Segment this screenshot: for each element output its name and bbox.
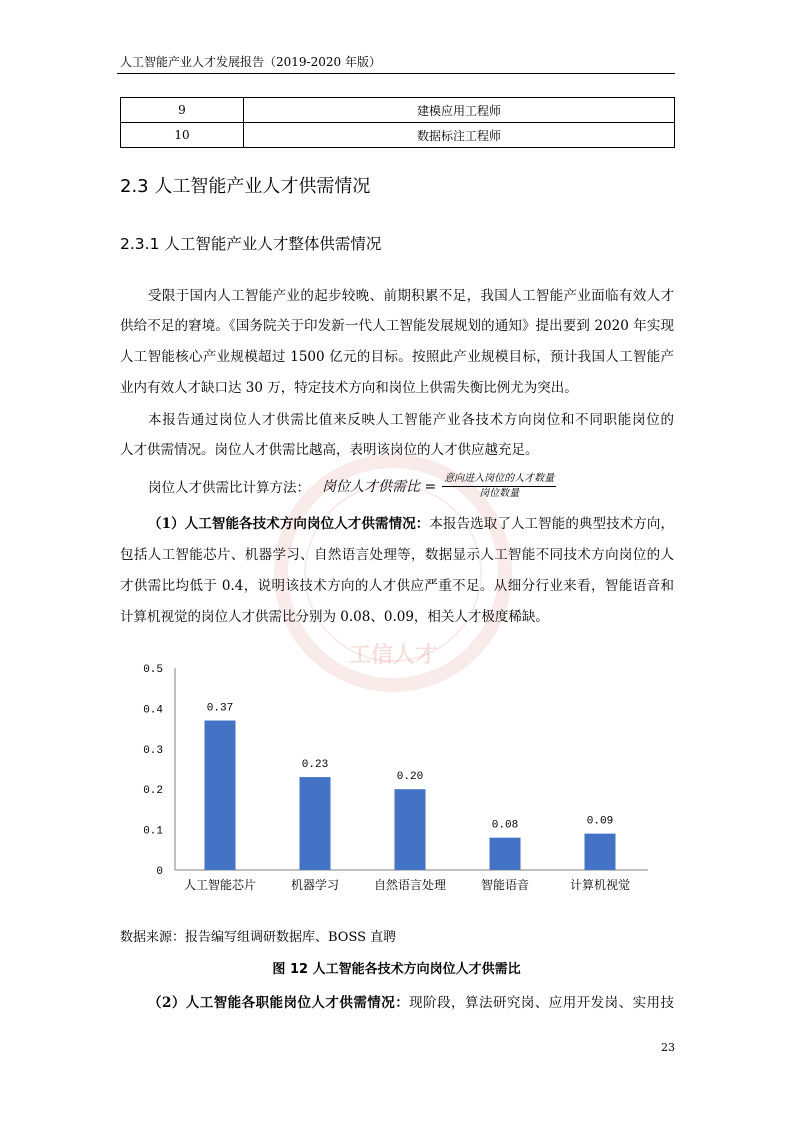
formula-numerator: 意向进入岗位的人才数量 (442, 473, 556, 487)
paragraph-2 (120, 405, 674, 466)
x-category-label: 机器学习 (290, 878, 340, 892)
table-row (121, 123, 675, 148)
table-cell-number: 9 (121, 98, 244, 123)
y-tick-label: 0 (156, 866, 163, 878)
y-tick-label: 0.1 (143, 825, 163, 838)
subsection-heading: 2.3.1 人工智能产业人才整体供需情况 (120, 235, 382, 253)
paragraph-3 (120, 509, 674, 633)
x-category-label: 自然语言处理 (373, 878, 447, 892)
paragraph-line (120, 988, 674, 1019)
paragraph-text: 现阶段，算法研究岗、应用开发岗、实用技 (409, 995, 674, 1011)
bar-data-label: 0.20 (396, 771, 424, 784)
y-tick-label: 0.3 (143, 744, 163, 757)
paragraph-line: 才供需比均低于 0.4，说明该技术方向的人才供应严重不足。从细分行业来看，智能语音和 (120, 577, 674, 594)
paragraph-line (120, 509, 674, 540)
bar-data-label: 0.08 (491, 819, 519, 832)
paragraph-line: 本报告通过岗位人才供需比值来反映人工智能产业各技术方向岗位和不同职能岗位的 (148, 411, 674, 428)
y-tick-label: 0.4 (143, 704, 163, 717)
bar-3 (490, 838, 521, 870)
formula-lhs: 岗位人才供需比 = (322, 479, 437, 495)
supply-demand-bar-chart (130, 655, 660, 900)
paragraph-line: 业内有效人才缺口达 30 万，特定技术方向和岗位上供需失衡比例尤为突出。 (120, 379, 578, 396)
table-cell-job-name: 建模应用工程师 (244, 98, 675, 123)
paragraph-lead: （2）人工智能各职能岗位人才供需情况： (148, 995, 410, 1011)
formula-fraction (442, 473, 556, 500)
formula-label: 岗位人才供需比计算方法： (148, 480, 310, 496)
table-row (121, 98, 675, 123)
section-heading: 2.3 人工智能产业人才供需情况 (120, 176, 371, 197)
figure-caption: 图 12 人工智能各技术方向岗位人才供需比 (272, 962, 521, 977)
bar-2 (395, 789, 426, 870)
y-tick-label: 0.2 (143, 785, 163, 798)
paragraph-line: 计算机视觉的岗位人才供需比分别为 0.08、0.09，相关人才极度稀缺。 (120, 608, 549, 625)
bar-data-label: 0.37 (206, 702, 234, 715)
bar-4 (585, 834, 616, 870)
paragraph-line: 供给不足的窘境。《国务院关于印发新一代人工智能发展规划的通知》提出要到 2020 年实现 (120, 318, 674, 335)
paragraph-line: 包括人工智能芯片、机器学习、自然语言处理等，数据显示人工智能不同技术方向岗位的人 (120, 546, 674, 563)
paragraph-4 (120, 988, 674, 1019)
bar-data-label: 0.09 (586, 815, 614, 828)
watermark-text: 工信人才 (348, 642, 438, 668)
x-category-label: 智能语音 (480, 878, 530, 892)
paragraph-line: 受限于国内人工智能产业的起步较晚、前期积累不足，我国人工智能产业面临有效人才 (148, 287, 674, 304)
header-rule (117, 73, 675, 74)
data-source-note: 数据来源：报告编写组调研数据库、BOSS 直聘 (120, 930, 397, 945)
table-cell-job-name: 数据标注工程师 (244, 123, 675, 148)
paragraph-lead: （1）人工智能各技术方向岗位人才供需情况： (148, 515, 430, 532)
x-category-label: 人工智能芯片 (183, 878, 257, 892)
paragraph-line: 人才供需情况。岗位人才供需比越高，表明该岗位的人才供应越充足。 (120, 442, 539, 459)
bar-1 (300, 777, 331, 870)
x-category-label: 计算机视觉 (569, 878, 631, 892)
table-cell-number: 10 (121, 123, 244, 148)
page-number: 23 (661, 1041, 675, 1054)
running-header-title: 人工智能产业人才发展报告（2019-2020 年版） (120, 55, 381, 69)
y-tick-label: 0.5 (143, 664, 163, 676)
job-table (120, 97, 675, 148)
formula-denominator: 岗位数量 (479, 487, 520, 499)
paragraph-text: 本报告选取了人工智能的典型技术方向， (429, 515, 674, 532)
paragraph-1 (120, 281, 674, 404)
bar-0 (205, 721, 236, 870)
paragraph-line: 人工智能核心产业规模超过 1500 亿元的目标。按照此产业规模目标，预计我国人工智能产 (120, 348, 674, 365)
ratio-formula (148, 471, 556, 501)
bar-data-label: 0.23 (301, 759, 329, 772)
